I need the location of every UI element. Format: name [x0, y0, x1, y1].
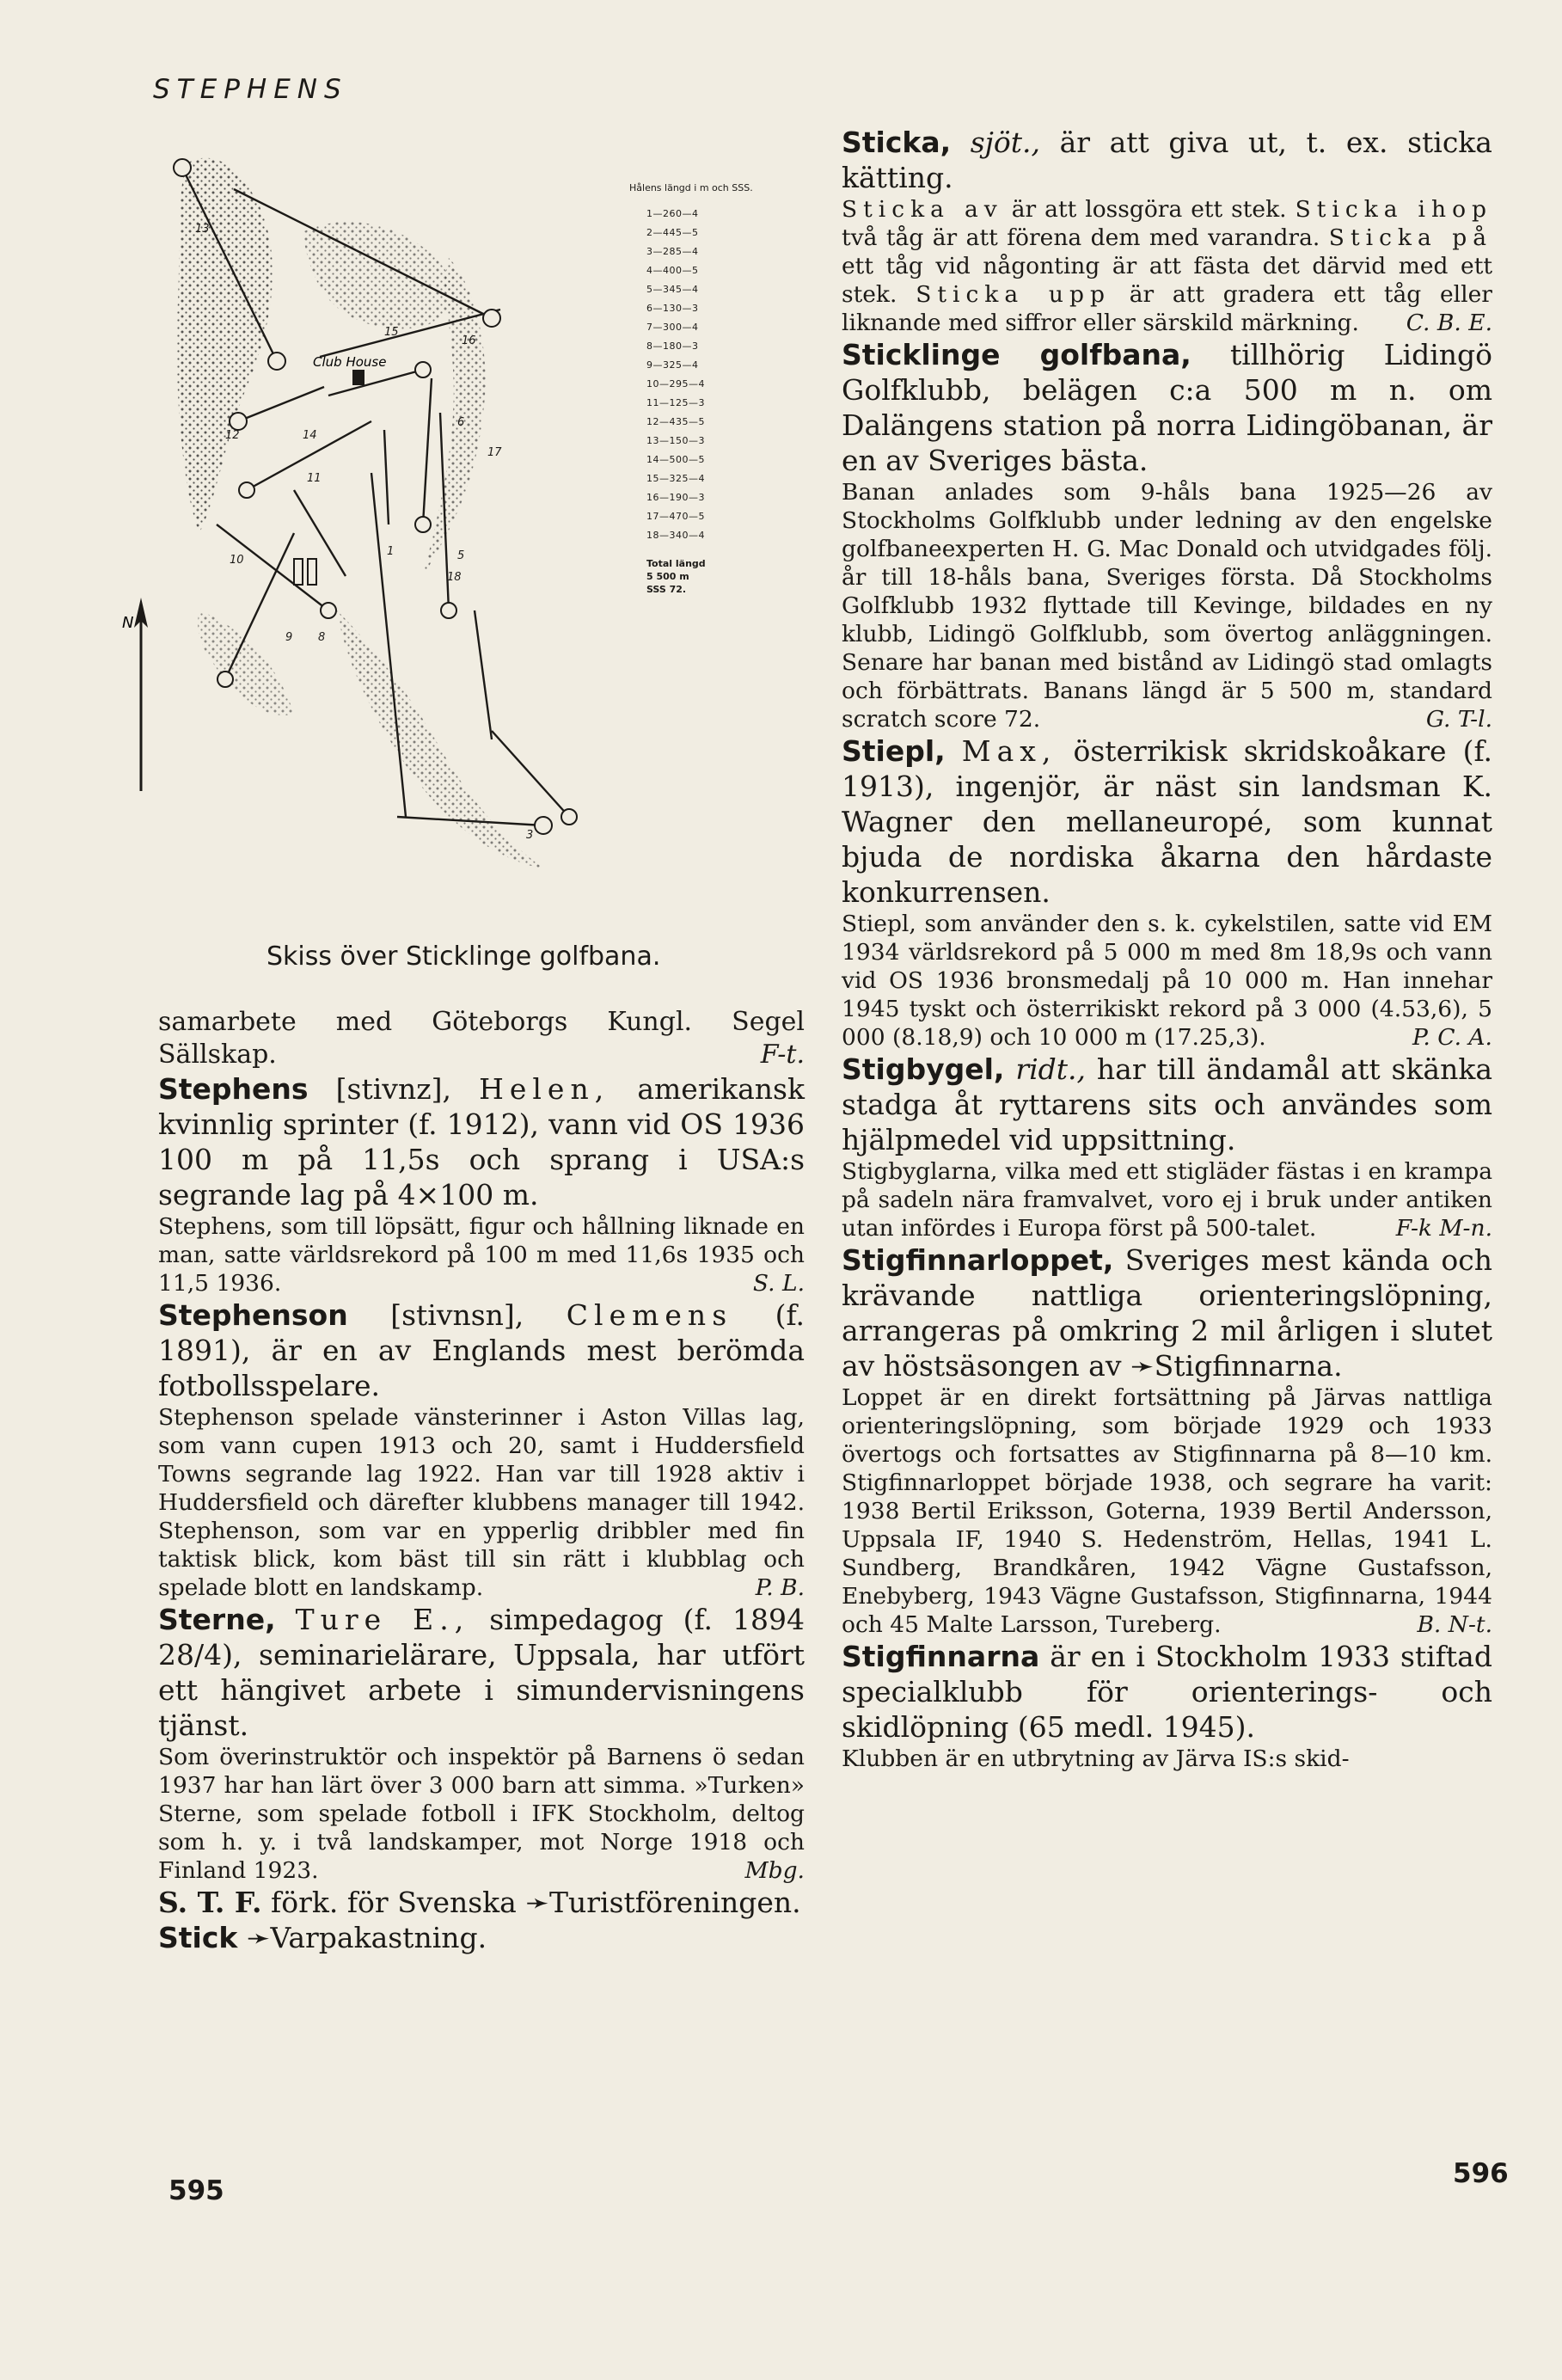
svg-text:16: 16: [462, 334, 476, 347]
legend-hole-row: 15—325—4: [646, 473, 705, 484]
term-sticka-pa: Sticka på: [1328, 224, 1492, 251]
name-sterne: Ture E.,: [295, 1603, 470, 1636]
body-stigfinnarna: Klubben är en utbrytning av Järva IS:s skid-: [842, 1745, 1350, 1772]
legend-total-length: 5 500 m: [646, 571, 689, 582]
text-stigbygel: [842, 1157, 1492, 1242]
north-label: N: [122, 614, 134, 632]
text-sticka: [842, 195, 1492, 337]
definition-stigfinnarna: är en i Stockholm 1933 stiftad specialklubb för orienterings- och skidlöpning (65 medl. 1945).: [842, 1640, 1492, 1744]
svg-text:3: 3: [526, 829, 534, 842]
map-legend: [629, 179, 775, 596]
rough-area-center: [303, 222, 453, 328]
name-stephens: Helen,: [479, 1072, 610, 1106]
continuation-text: samarbete med Göteborgs Kungl. Segel Sällskap.: [158, 1007, 805, 1070]
page-number-right: 596: [1453, 2158, 1509, 2189]
building-1: [294, 559, 303, 585]
text-stigfinnarloppet: [842, 1383, 1492, 1639]
svg-text:17: 17: [487, 446, 502, 459]
svg-text:5: 5: [457, 549, 465, 562]
building-2: [308, 559, 316, 585]
headword-stephens: Stephens: [158, 1072, 309, 1106]
headword-stigfinnarna: Stigfinnarna: [842, 1640, 1040, 1673]
text-stephenson: [158, 1403, 805, 1602]
svg-text:9: 9: [285, 631, 293, 644]
signature-sticka: C. B. E.: [1406, 310, 1492, 336]
body-stephens: Stephens, som till löpsätt, figur och hållning liknade en man, satte världsrekord på 100 m med 11,6s 1935 och 11,5 1936.: [158, 1213, 805, 1297]
headword-stiepl: Stiepl,: [842, 734, 946, 768]
entry-stf: [158, 1885, 805, 1920]
headword-stigbygel: Stigbygel,: [842, 1052, 1005, 1086]
headword-stephenson: Stephenson: [158, 1298, 348, 1332]
legend-hole-row: 4—400—5: [646, 265, 699, 276]
running-head: STEPHENS: [153, 74, 348, 105]
svg-text:6: 6: [457, 416, 465, 429]
body-sticka-av: är att lossgöra ett stek.: [1011, 196, 1287, 223]
definition-stephens: amerikansk kvinnlig sprinter (f. 1912), vann vid OS 1936 100 m på 11,5s och sprang i USA:s segrande lag på 4×100 m.: [158, 1072, 805, 1211]
entry-stigfinnarloppet: [842, 1242, 1492, 1383]
entry-stephenson: [158, 1297, 805, 1403]
legend-hole-row: 16—190—3: [646, 492, 705, 503]
legend-hole-row: 7—300—4: [646, 322, 699, 333]
body-sterne: Som överinstruktör och inspektör på Barnens ö sedan 1937 har han lärt över 3 000 barn att simma. »Turken» Sterne, som spelade fotboll i IFK Stockholm, deltog som h. y. i två landskamper, mot Norge 1918 och Finland 1923.: [158, 1744, 805, 1884]
legend-total-label: Total längd: [646, 558, 706, 569]
legend-hole-row: 14—500—5: [646, 454, 705, 465]
pronunciation-stephenson: [stivnsn],: [390, 1298, 524, 1332]
term-sticka-upp: Sticka upp: [916, 281, 1111, 308]
abbr-stigbygel: ridt.,: [1015, 1052, 1087, 1086]
name-stephenson: Clemens: [566, 1298, 733, 1332]
svg-text:1: 1: [387, 545, 395, 558]
signature-sterne: Mbg.: [744, 1857, 805, 1884]
body-stigbygel: Stigbyglarna, vilka med ett stigläder fästas i en krampa på sadeln nära framvalvet, voro ej i bruk under antiken utan infördes i Europa först på 500-talet.: [842, 1158, 1492, 1242]
legend-heading: Hålens längd i m och SSS.: [629, 182, 753, 193]
text-stiepl: [842, 910, 1492, 1052]
signature-stiepl: P. C. A.: [1412, 1024, 1492, 1051]
svg-text:10: 10: [230, 554, 244, 567]
legend-hole-row: 18—340—4: [646, 530, 705, 541]
term-sticka-av: Sticka av: [842, 196, 1003, 223]
left-column: [158, 1006, 805, 1955]
svg-text:13: 13: [195, 223, 210, 236]
rough-area-south: [337, 610, 543, 868]
legend-hole-row: 17—470—5: [646, 511, 705, 522]
legend-hole-row: 1—260—4: [646, 208, 699, 219]
definition-stiepl: österrikisk skridskoåkare (f. 1913), ingenjör, är näst sin landsman K. Wagner den mellaneuropé, som kunnat bjuda de nordiska åkarna den hårdaste konkurrensen.: [842, 734, 1492, 909]
entry-stick: [158, 1920, 805, 1955]
svg-text:11: 11: [307, 472, 322, 485]
right-column: [842, 125, 1492, 1773]
text-stigfinnarna: [842, 1745, 1492, 1773]
legend-hole-row: 10—295—4: [646, 378, 705, 390]
signature-stephenson: P. B.: [755, 1574, 805, 1601]
text-sterne: [158, 1743, 805, 1885]
body-stigfinnarloppet: Loppet är en direkt fortsättning på Järvas nattliga orienteringslöpning, som började 1929 och 1933 övertogs och fortsattes av Stigfinnarna på 8—10 km. Stigfinnarloppet började 1938, och segrare ha varit: 1938 Bertil Eriksson, Goterna, 1939 Bertil Andersson, Uppsala IF, 1940 S. Hedenström, Hellas, 1941 L. Sundberg, Brandkåren, 1942 Vägne Gustafsson, Enebyberg, 1943 Vägne Gustafsson, Stigfinnarna, 1944 och 45 Malte Larsson, Tureberg.: [842, 1384, 1492, 1638]
clubhouse-label: Club House: [313, 354, 387, 370]
legend-hole-row: 6—130—3: [646, 303, 699, 314]
legend-hole-row: 11—125—3: [646, 397, 705, 408]
term-sticka-ihop: Sticka ihop: [1295, 196, 1492, 223]
headword-stigfinnarloppet: Stigfinnarloppet,: [842, 1243, 1114, 1277]
body-sticka-upp: är att gradera ett tåg eller liknande med siffror eller särskild märkning.: [842, 281, 1492, 336]
signature-sticklinge: G. T-l.: [1425, 706, 1492, 733]
definition-stephenson: (f. 1891), är en av Englands mest berömda fotbollsspelare.: [158, 1298, 806, 1402]
definition-stf: förk. för Svenska ➛Turistföreningen.: [271, 1886, 801, 1919]
headword-stick: Stick: [158, 1921, 238, 1954]
svg-text:14: 14: [303, 429, 317, 442]
headword-sticka: Sticka,: [842, 126, 952, 159]
body-stiepl: Stiepl, som använder den s. k. cykelstilen, satte vid EM 1934 världsrekord på 5 000 m med 8m 18,9s och vann vid OS 1936 bronsmedalj på 10 000 m. Han innehar 1945 tyskt och österrikiskt rekord på 3 000 (4.53,6), 5 000 (8.18,9) och 10 000 m (17.25,3).: [842, 911, 1492, 1051]
rough-area-west: [177, 158, 273, 533]
map-caption: Skiss över Sticklinge golfbana.: [266, 942, 661, 972]
svg-text:18: 18: [447, 571, 462, 584]
entry-sticklinge: [842, 337, 1492, 478]
entry-stiepl: [842, 733, 1492, 910]
definition-stick: ➛Varpakastning.: [246, 1921, 487, 1954]
legend-total: [629, 557, 775, 596]
definition-sticka: är att giva ut, t. ex. sticka kätting.: [842, 126, 1492, 194]
name-stiepl: Max,: [961, 734, 1057, 768]
definition-sticklinge: tillhörig Lidingö Golfklubb, belägen c:a 500 m n. om Dalängens station på norra Lidingöbanan, är en av Sveriges bästa.: [842, 338, 1492, 477]
signature-stephens: S. L.: [752, 1270, 805, 1297]
entry-stephens: [158, 1071, 805, 1212]
rough-area-southwest: [198, 610, 294, 715]
text-sticklinge: [842, 478, 1492, 733]
legend-hole-row: 5—345—4: [646, 284, 699, 295]
entry-stigfinnarna: [842, 1639, 1492, 1745]
continuation-signature: F-t.: [760, 1040, 805, 1070]
legend-hole-row: 2—445—5: [646, 227, 699, 238]
entry-sticka: [842, 125, 1492, 195]
clubhouse: [352, 370, 364, 385]
signature-stigbygel: F-k M-n.: [1395, 1215, 1492, 1242]
text-stephens: [158, 1212, 805, 1297]
svg-text:12: 12: [225, 429, 240, 442]
body-stephenson: Stephenson spelade vänsterinner i Aston Villas lag, som vann cupen 1913 och 20, samt i Huddersfield Towns segrande lag 1922. Han var till 1928 aktiv i Huddersfield och därefter klubbens manager till 1942. Stephenson, som var en ypperlig dribbler med fin taktisk blick, kom bäst till sin rätt i klubblag och spelade blott en landskamp.: [158, 1404, 805, 1601]
abbr-sticka: sjöt.,: [970, 126, 1041, 159]
body-sticklinge: Banan anlades som 9-håls bana 1925—26 av Stockholms Golfklubb under ledning av den engelske golfbaneexperten H. G. Mac Donald och utvidgades följ. år till 18-håls bana, Sveriges första. Då Stockholms Golfklubb 1932 flyttade till Kevinge, bildades en ny klubb, Lidingö Golfklubb, som övertog anläggningen. Senare har banan med bistånd av Lidingö stad omlagts och förbättrats. Banans längd är 5 500 m, standard scratch score 72.: [842, 479, 1492, 733]
headword-stf: S. T. F.: [158, 1886, 262, 1919]
continuation-entry: [158, 1006, 805, 1071]
legend-total-sss: SSS 72.: [646, 584, 687, 595]
definition-stigfinnarloppet: Sveriges mest kända och krävande nattliga orienteringslöpning, arrangeras på omkring 2 mil årligen i slutet av höstsäsongen av ➛Stigfinnarna.: [842, 1243, 1492, 1383]
legend-hole-row: 9—325—4: [646, 359, 699, 371]
definition-stigbygel: har till ändamål att skänka stadga åt ryttarens sits och användes som hjälpmedel vid uppsittning.: [842, 1052, 1492, 1156]
legend-hole-row: 13—150—3: [646, 435, 705, 446]
pronunciation-stephens: [stivnz],: [335, 1072, 451, 1106]
legend-hole-row: 3—285—4: [646, 246, 699, 257]
headword-sticklinge: Sticklinge golfbana,: [842, 338, 1191, 371]
legend-hole-row: 12—435—5: [646, 416, 705, 427]
svg-text:15: 15: [384, 326, 399, 339]
entry-sterne: [158, 1602, 805, 1743]
svg-text:8: 8: [318, 631, 326, 644]
signature-stigfinnarloppet: B. N-t.: [1417, 1611, 1492, 1638]
page-number-left: 595: [168, 2175, 224, 2206]
legend-hole-row: 8—180—3: [646, 340, 699, 352]
definition-sterne: simpedagog (f. 1894 28/4), seminarielärare, Uppsala, har utfört ett hängivet arbete i simundervisningens tjänst.: [158, 1603, 805, 1742]
golf-course-map: [122, 129, 767, 937]
entry-stigbygel: [842, 1052, 1492, 1157]
body-sticka-pa: ett tåg vid någonting är att fästa det därvid med ett stek.: [842, 253, 1492, 308]
headword-sterne: Sterne,: [158, 1603, 276, 1636]
body-sticka-ihop: två tåg är att förena dem med varandra.: [842, 224, 1320, 251]
